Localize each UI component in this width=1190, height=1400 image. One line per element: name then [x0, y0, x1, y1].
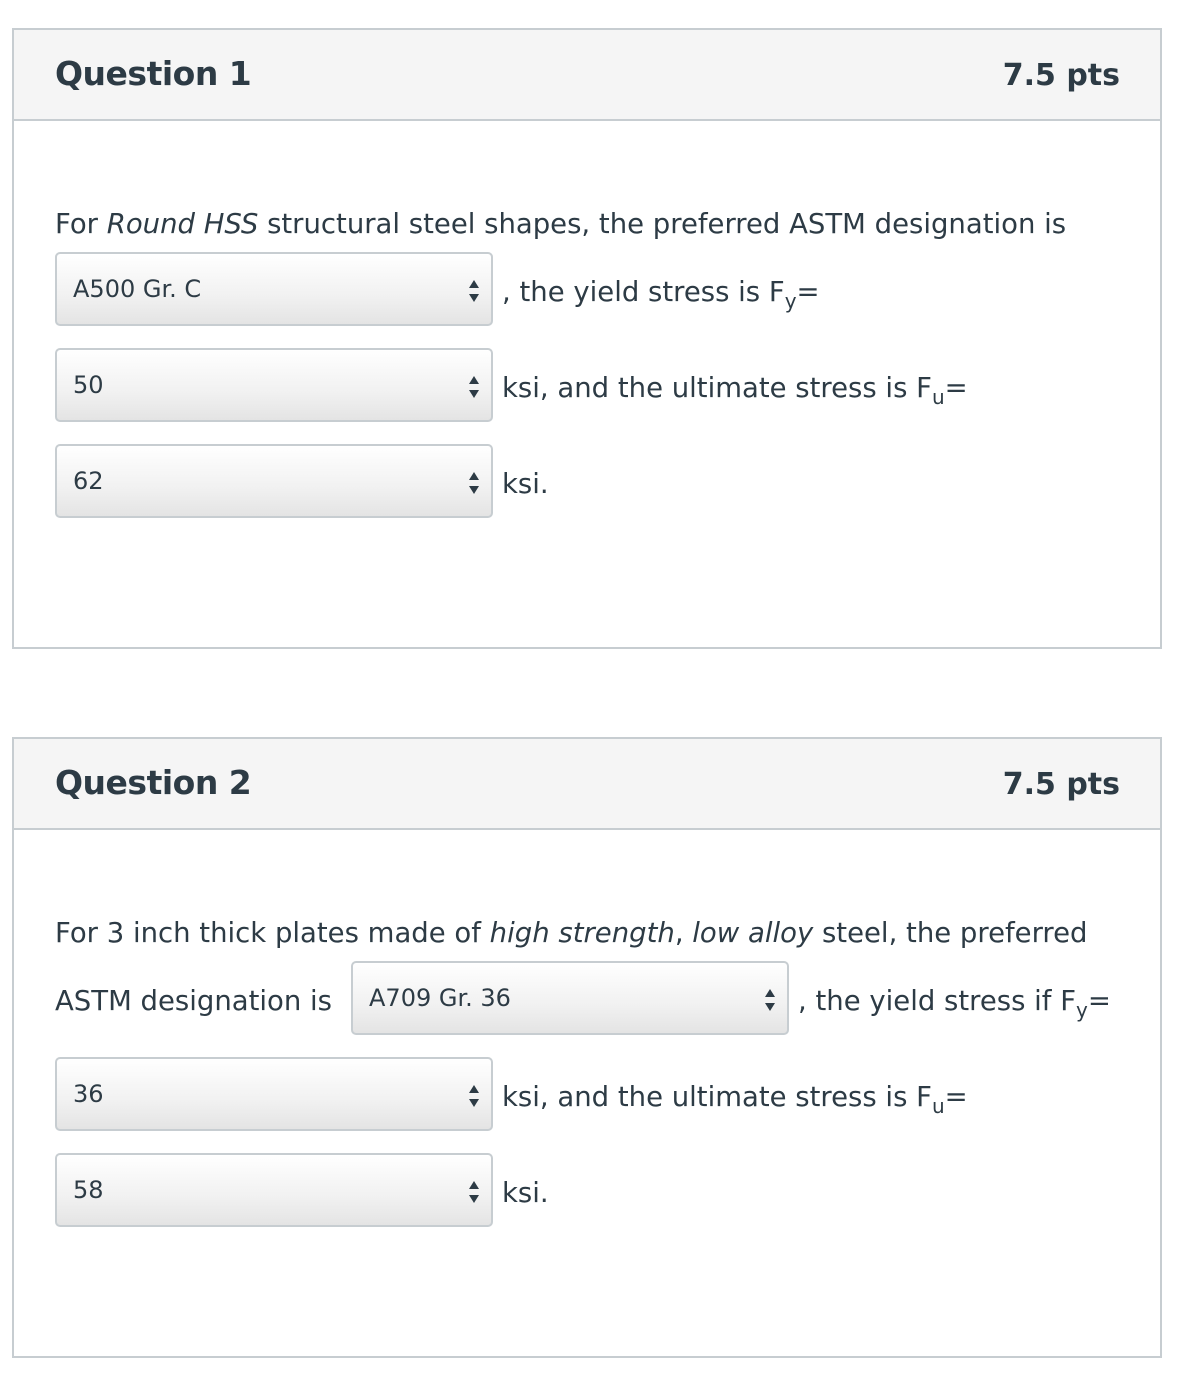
question-2-yield-select[interactable]: [55, 1057, 493, 1131]
question-2-text-line-2: ASTM designation is: [55, 985, 333, 1017]
ultimate-label-subscript: u: [931, 385, 945, 409]
ultimate-label-equals: =: [944, 1081, 968, 1113]
question-1-text-line-1: [55, 208, 1066, 240]
question-1-title: Question 1: [55, 54, 252, 93]
select-value: 58: [73, 1176, 104, 1204]
question-2-text-rest: steel, the preferred: [813, 917, 1088, 949]
question-1-ultimate-label: [502, 372, 968, 409]
question-2-title: Question 2: [55, 763, 252, 802]
question-2-text-italic-2: low alloy: [692, 917, 814, 949]
select-value: A709 Gr. 36: [369, 984, 511, 1012]
yield-label-subscript: y: [784, 289, 797, 313]
question-1-yield-label: [502, 276, 820, 313]
sort-arrows-icon: [467, 277, 481, 305]
question-1-ksi-label: ksi.: [502, 468, 549, 500]
question-1-yield-select[interactable]: [55, 348, 493, 422]
sort-arrows-icon: [763, 986, 777, 1014]
question-1-designation-select[interactable]: [55, 252, 493, 326]
ultimate-label-subscript: u: [931, 1094, 945, 1118]
sort-arrows-icon: [467, 1178, 481, 1206]
question-2-header: [14, 739, 1160, 830]
ultimate-label-text: ksi, and the ultimate stress is F: [502, 1081, 932, 1113]
question-1-text-start: For: [55, 208, 107, 240]
question-1-text-italic: Round HSS: [106, 208, 259, 240]
select-value: 50: [73, 371, 104, 399]
yield-label-text: , the yield stress if F: [798, 985, 1077, 1017]
ultimate-label-text: ksi, and the ultimate stress is F: [502, 372, 932, 404]
question-1-points: 7.5 pts: [1002, 58, 1120, 93]
sort-arrows-icon: [467, 469, 481, 497]
question-1-card: [12, 28, 1162, 649]
yield-label-subscript: y: [1076, 998, 1088, 1022]
question-2-ksi-label: ksi.: [502, 1177, 549, 1209]
question-2-card: [12, 737, 1162, 1358]
yield-label-equals: =: [1087, 985, 1111, 1017]
select-value: A500 Gr. C: [73, 275, 202, 303]
question-2-text-italic-1: high strength: [489, 917, 675, 949]
question-2-ultimate-label: [502, 1081, 968, 1118]
yield-label-text: , the yield stress is F: [502, 276, 785, 308]
ultimate-label-equals: =: [944, 372, 968, 404]
question-1-ultimate-select[interactable]: [55, 444, 493, 518]
yield-label-equals: =: [796, 276, 820, 308]
select-value: 36: [73, 1080, 104, 1108]
question-2-yield-label: [798, 985, 1111, 1022]
question-2-text-mid: ,: [674, 917, 693, 949]
question-1-text-rest: structural steel shapes, the preferred ASTM designation is: [258, 208, 1067, 240]
question-2-text-line-1: [55, 917, 1088, 949]
select-value: 62: [73, 467, 104, 495]
question-2-designation-select[interactable]: [351, 961, 789, 1035]
question-1-header: [14, 30, 1160, 121]
question-2-text-start: For 3 inch thick plates made of: [55, 917, 490, 949]
question-2-ultimate-select[interactable]: [55, 1153, 493, 1227]
sort-arrows-icon: [467, 1082, 481, 1110]
sort-arrows-icon: [467, 373, 481, 401]
question-2-points: 7.5 pts: [1002, 767, 1120, 802]
